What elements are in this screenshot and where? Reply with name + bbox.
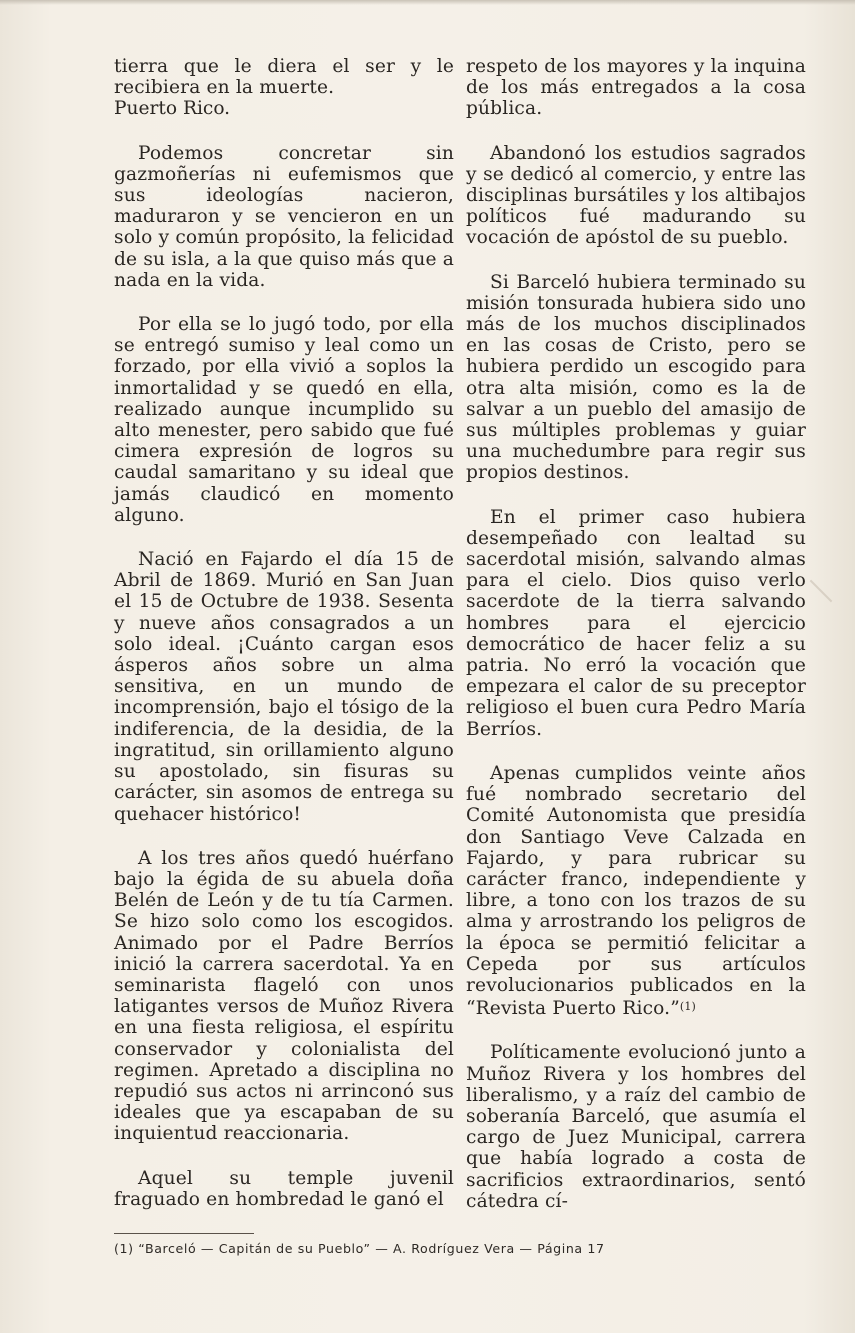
left-paragraph-4: A los tres años quedó huérfano bajo la égida de su abuela doña Belén de León y de tu tía Carmen. Se hizo solo como los escogidos. Animado por el Padre Berríos inició la carrera sacerdotal. Ya en seminarista flageló con unos latigantes versos de Muñoz Rivera en una fiesta religiosa, el espíritu conservador y colonialista del regimen. Apretado a disciplina no repudió sus actos ni arrinconó sus ideales que ya escapaban de su inquientud reaccionaria. <box>114 847 454 1145</box>
footnote-rule <box>114 1233 254 1234</box>
left-intro-place: Puerto Rico. <box>114 98 231 120</box>
left-paragraph-3: Nació en Fajardo el día 15 de Abril de 1869. Murió en San Juan el 15 de Octubre de 1938. Sesenta y nueve años consagrados a un solo ideal. ¡Cuánto cargan esos ásperos años sobre un alma sensitiva, en un mundo de incomprensión, bajo el tósigo de la indiferencia, de la desidia, de la ingratitud, sin orillamiento alguno su apostolado, sin fisuras su carácter, sin asomos de entrega su quehacer histórico! <box>114 549 454 825</box>
page-top-edge <box>0 0 855 5</box>
left-paragraph-1: Podemos concretar sin gazmoñerías ni eufemismos que sus ideologías nacieron, maduraron y se vencieron en un solo y común propósito, la felicidad de su isla, a la que quiso más que a nada en la vida. <box>114 142 454 291</box>
left-column <box>114 56 454 1233</box>
right-paragraph-1: Abandonó los estudios sagrados y se dedicó al comercio, y entre las disciplinas bursátiles y los altibajos políticos fué madurando su vocación de apóstol de su pueblo. <box>466 142 806 249</box>
right-paragraph-2: Si Barceló hubiera terminado su misión tonsurada hubiera sido uno más de los muchos disciplinados en las cosas de Cristo, pero se hubiera perdido un escogido para otra alta misión, como es la de salvar a un pueblo del amasijo de sus múltiples problemas y guiar una muchedumbre para regir sus propios destinos. <box>466 271 806 484</box>
footnote-reference: (1) <box>679 1000 696 1014</box>
left-paragraph-2: Por ella se lo jugó todo, por ella se entregó sumiso y leal como un forzado, por ella vivió a soplos la inmortalidad y se quedó en ella, realizado aunque incumplido su alto menester, pero sabido que fué cimera expresión de logros su caudal samaritano y su ideal que jamás claudicó en momento alguno. <box>114 314 454 526</box>
footnote: (1) “Barceló — Capitán de su Pueblo” — A. Rodríguez Vera — Página 17 <box>114 1241 605 1256</box>
right-paragraph-5: Políticamente evolucionó junto a Muñoz Rivera y los hombres del liberalismo, y a raíz del cambio de soberanía Barceló, que asumía el cargo de Juez Municipal, carrera que había logrado a costa de sacrificios extraordinarios, sentó cátedra cí- <box>466 1042 806 1212</box>
right-paragraph-4-text: Apenas cumplidos veinte años fué nombrado secretario del Comité Autonomista que presidía don Santiago Veve Calzada en Fajardo, y para rubricar su carácter franco, independiente y libre, a tono con los trazos de su alma y arrostrando los peligros de la época se permitió felicitar a Cepeda por sus artículos revolucionarios publicados en la “Revista Puerto Rico.” <box>466 762 806 1020</box>
right-paragraph-0: respeto de los mayores y la inquina de los más entregados a la cosa pública. <box>466 56 806 120</box>
left-paragraph-5: Aquel su temple juvenil fraguado en hombredad le ganó el <box>114 1167 454 1210</box>
paper-mark <box>810 580 833 603</box>
left-intro-text: tierra que le diera el ser y le recibiera en la muerte. <box>114 56 454 99</box>
right-paragraph-3: En el primer caso hubiera desempeñado con lealtad su sacerdotal misión, salvando almas para el cielo. Dios quiso verlo sacerdote de la tierra salvando hombres para el ejercicio democrático de hacer feliz a su patria. No erró la vocación que empezara el calor de su preceptor religioso el buen cura Pedro María Berríos. <box>466 506 806 740</box>
right-paragraph-4 <box>466 763 806 1019</box>
right-column <box>466 56 806 1235</box>
